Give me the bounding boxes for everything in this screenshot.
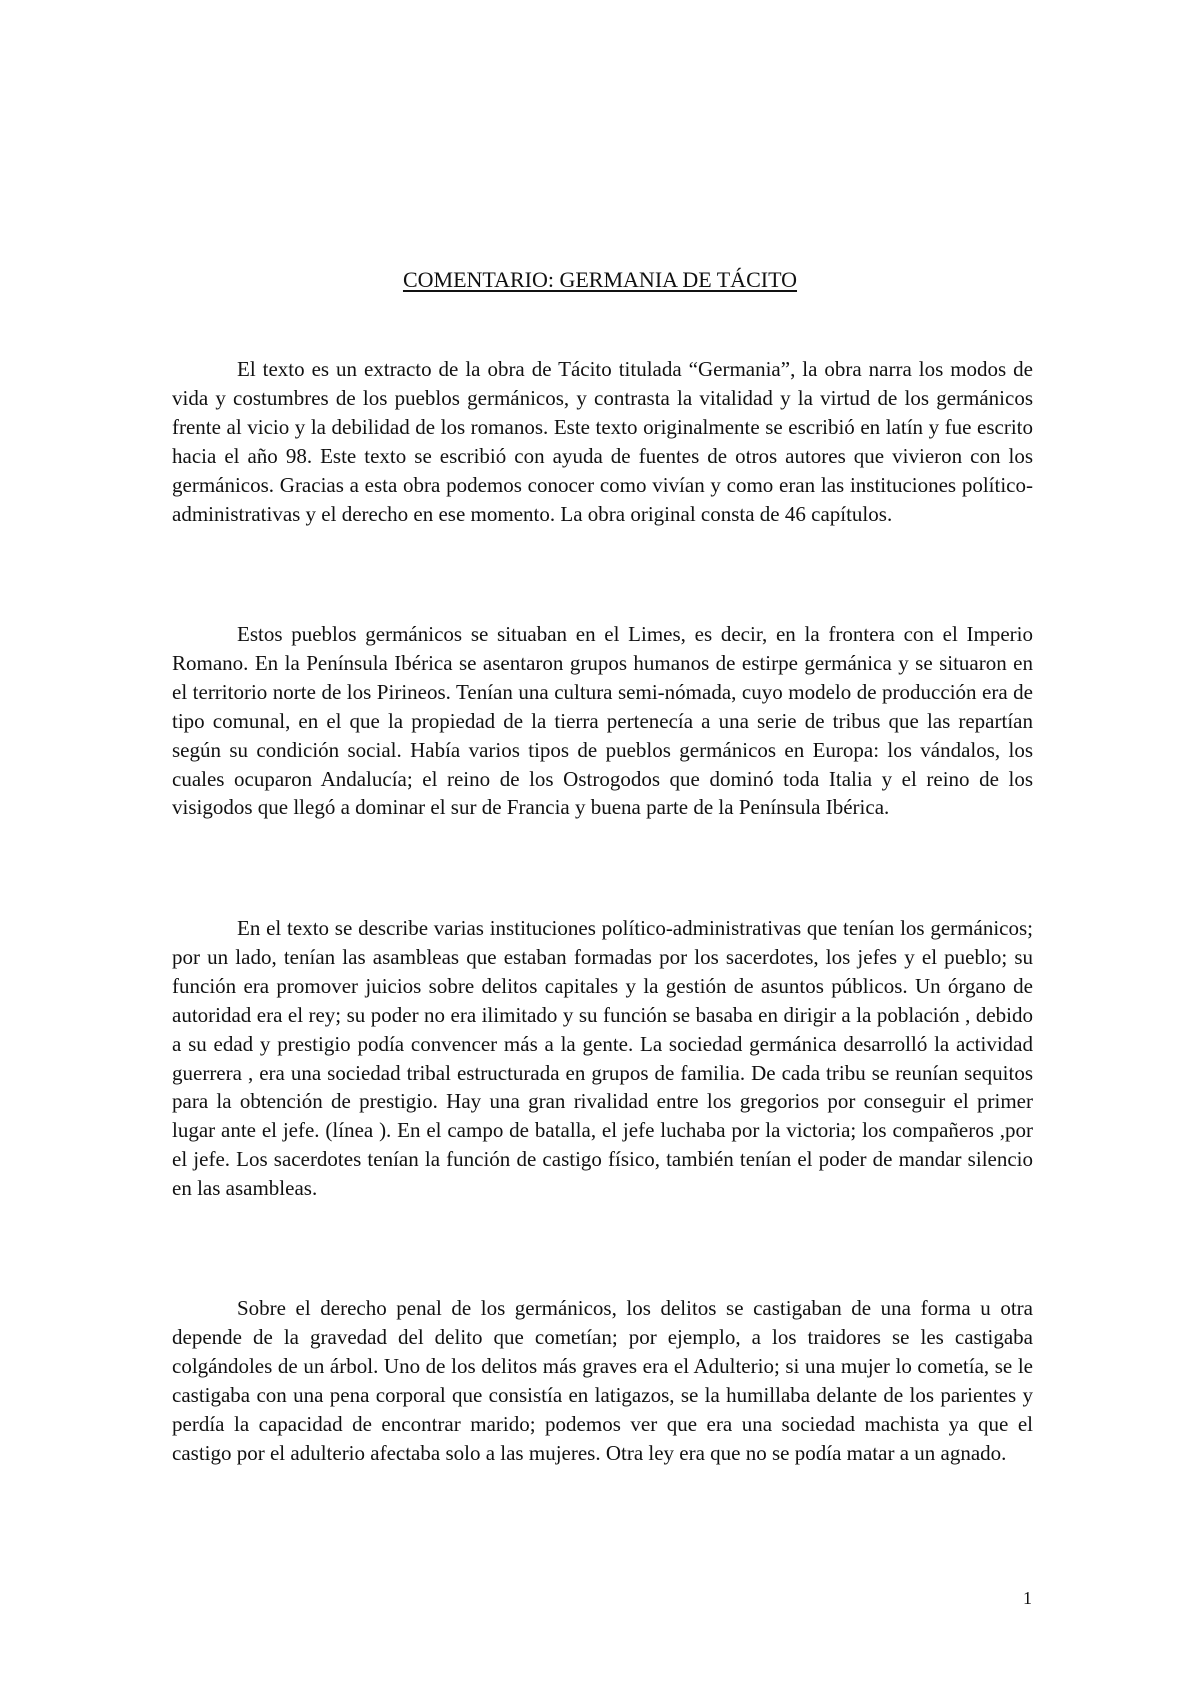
paragraph-penal-law: Sobre el derecho penal de los germánicos, los delitos se castigaban de una forma u otra depende de la gravedad del delito que cometían; por ejemplo, a los traidores se les castigaba colgándoles de un árbol. Uno de los delitos más graves era el Adulterio; si una mujer lo cometía, se le castigaba con una pena corporal que consistía en latigazos, se la humillaba delante de los parientes y perdía la capacidad de encontrar marido; podemos ver que era una sociedad machista ya que el castigo por el adulterio afectaba solo a las mujeres. Otra ley era que no se podía matar a un agnado. (172, 1296, 1033, 1465)
document-title: COMENTARIO: GERMANIA DE TÁCITO (402, 267, 798, 292)
paragraph-introduction: El texto es un extracto de la obra de Tácito titulada “Germania”, la obra narra los modos de vida y costumbres de los pueblos germánicos, y contrasta la vitalidad y la virtud de los germánicos frente al vicio y la debilidad de los romanos. Este texto originalmente se escribió en latín y fue escrito hacia el año 98. Este texto se escribió con ayuda de fuentes de otros autores que vivieron con los germánicos. Gracias a esta obra podemos conocer como vivían y como eran las instituciones político-administrativas y el derecho en ese momento. La obra original consta de 46 capítulos. (172, 357, 1033, 526)
page-number: 1 (1023, 1588, 1032, 1608)
paragraph-institutions: En el texto se describe varias instituciones político-administrativas que tenían los germánicos; por un lado, tenían las asambleas que estaban formadas por los sacerdotes, los jefes y el pueblo; su función era promover juicios sobre delitos capitales y la gestión de asuntos públicos. Un órgano de autoridad era el rey; su poder no era ilimitado y su función se basaba en dirigir a la población , debido a su edad y prestigio podía convencer más a la gente. La sociedad germánica desarrolló la actividad guerrera , era una sociedad tribal estructurada en grupos de familia. De cada tribu se reunían sequitos para la obtención de prestigio. Hay una gran rivalidad entre los gregorios por conseguir el primer lugar ante el jefe. (línea ). En el campo de batalla, el jefe luchaba por la victoria; los compañeros ,por el jefe. Los sacerdotes tenían la función de castigo físico, también tenían el poder de mandar silencio en las asambleas. (172, 916, 1033, 1201)
paragraph-germanic-peoples: Estos pueblos germánicos se situaban en el Limes, es decir, en la frontera con el Imperio Romano. En la Península Ibérica se asentaron grupos humanos de estirpe germánica y se situaron en el territorio norte de los Pirineos. Tenían una cultura semi-nómada, cuyo modelo de producción era de tipo comunal, en el que la propiedad de la tierra pertenecía a una serie de tribus que las repartían según su condición social. Había varios tipos de pueblos germánicos en Europa: los vándalos, los cuales ocuparon Andalucía; el reino de los Ostrogodos que dominó toda Italia y el reino de los visigodos que llegó a dominar el sur de Francia y buena parte de la Península Ibérica. (172, 622, 1033, 820)
